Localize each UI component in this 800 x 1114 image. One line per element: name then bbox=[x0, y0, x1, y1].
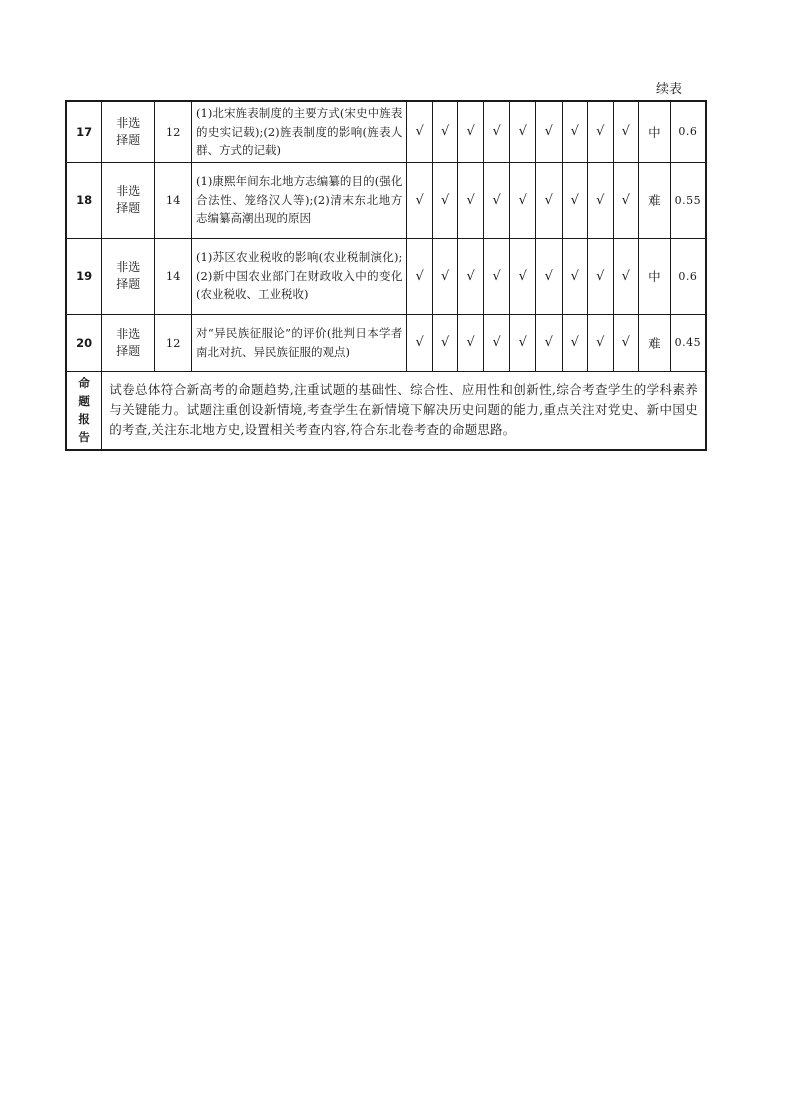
question-number: 20 bbox=[66, 314, 102, 371]
check-mark: √ bbox=[407, 162, 433, 238]
report-row bbox=[66, 371, 706, 450]
check-mark: √ bbox=[458, 162, 484, 238]
expected-rate: 0.6 bbox=[670, 238, 706, 314]
expected-rate: 0.6 bbox=[670, 101, 706, 162]
question-content: (1)康熙年间东北地方志编纂的目的(强化合法性、笼络汉人等);(2)清末东北地方志编纂高潮出现的原因 bbox=[192, 162, 407, 238]
check-mark: √ bbox=[588, 238, 614, 314]
question-score: 12 bbox=[155, 314, 192, 371]
check-mark: √ bbox=[535, 238, 562, 314]
difficulty-level: 中 bbox=[639, 101, 671, 162]
check-mark: √ bbox=[407, 238, 433, 314]
question-content: (1)苏区农业税收的影响(农业税制演化);(2)新中国农业部门在财政收入中的变化(农业税收、工业税收) bbox=[192, 238, 407, 314]
check-mark: √ bbox=[510, 162, 536, 238]
check-mark: √ bbox=[432, 238, 458, 314]
check-mark: √ bbox=[613, 314, 639, 371]
table-caption: 续表 bbox=[656, 82, 683, 97]
question-number: 19 bbox=[66, 238, 102, 314]
check-mark: √ bbox=[407, 101, 433, 162]
difficulty-level: 中 bbox=[639, 238, 671, 314]
check-mark: √ bbox=[458, 314, 484, 371]
check-mark: √ bbox=[535, 314, 562, 371]
check-mark: √ bbox=[432, 162, 458, 238]
question-score: 14 bbox=[155, 162, 192, 238]
check-mark: √ bbox=[432, 314, 458, 371]
check-mark: √ bbox=[613, 162, 639, 238]
check-mark: √ bbox=[535, 101, 562, 162]
check-mark: √ bbox=[432, 101, 458, 162]
check-mark: √ bbox=[483, 101, 510, 162]
check-mark: √ bbox=[562, 101, 588, 162]
expected-rate: 0.45 bbox=[670, 314, 706, 371]
check-mark: √ bbox=[562, 314, 588, 371]
exam-spec-table bbox=[65, 100, 707, 451]
check-mark: √ bbox=[510, 314, 536, 371]
question-type: 非选 择题 bbox=[102, 162, 155, 238]
table-row bbox=[66, 101, 706, 162]
report-text: 试卷总体符合新高考的命题趋势,注重试题的基础性、综合性、应用性和创新性,综合考查学生的学科素养与关键能力。试题注重创设新情境,考查学生在新情境下解决历史问题的能力,重点关注对党史、新中国史的考查,关注东北地方史,设置相关考查内容,符合东北卷考查的命题思路。 bbox=[102, 371, 706, 450]
check-mark: √ bbox=[407, 314, 433, 371]
table-row bbox=[66, 162, 706, 238]
check-mark: √ bbox=[458, 238, 484, 314]
check-mark: √ bbox=[562, 238, 588, 314]
difficulty-level: 难 bbox=[639, 314, 671, 371]
question-number: 18 bbox=[66, 162, 102, 238]
check-mark: √ bbox=[535, 162, 562, 238]
check-mark: √ bbox=[483, 162, 510, 238]
question-score: 14 bbox=[155, 238, 192, 314]
expected-rate: 0.55 bbox=[670, 162, 706, 238]
check-mark: √ bbox=[613, 238, 639, 314]
check-mark: √ bbox=[562, 162, 588, 238]
question-type: 非选 择题 bbox=[102, 101, 155, 162]
table-row bbox=[66, 314, 706, 371]
question-type: 非选 择题 bbox=[102, 314, 155, 371]
check-mark: √ bbox=[483, 238, 510, 314]
check-mark: √ bbox=[510, 101, 536, 162]
difficulty-level: 难 bbox=[639, 162, 671, 238]
check-mark: √ bbox=[588, 314, 614, 371]
check-mark: √ bbox=[458, 101, 484, 162]
table-row bbox=[66, 238, 706, 314]
check-mark: √ bbox=[588, 162, 614, 238]
question-score: 12 bbox=[155, 101, 192, 162]
question-number: 17 bbox=[66, 101, 102, 162]
report-label-text: 命 题 报 告 bbox=[78, 376, 90, 445]
check-mark: √ bbox=[613, 101, 639, 162]
question-content: (1)北宋旌表制度的主要方式(宋史中旌表的史实记载);(2)旌表制度的影响(旌表人群、方式的记载) bbox=[192, 101, 407, 162]
check-mark: √ bbox=[588, 101, 614, 162]
question-type: 非选 择题 bbox=[102, 238, 155, 314]
check-mark: √ bbox=[510, 238, 536, 314]
check-mark: √ bbox=[483, 314, 510, 371]
report-label bbox=[66, 371, 102, 450]
question-content: 对“异民族征服论”的评价(批判日本学者南北对抗、异民族征服的观点) bbox=[192, 314, 407, 371]
